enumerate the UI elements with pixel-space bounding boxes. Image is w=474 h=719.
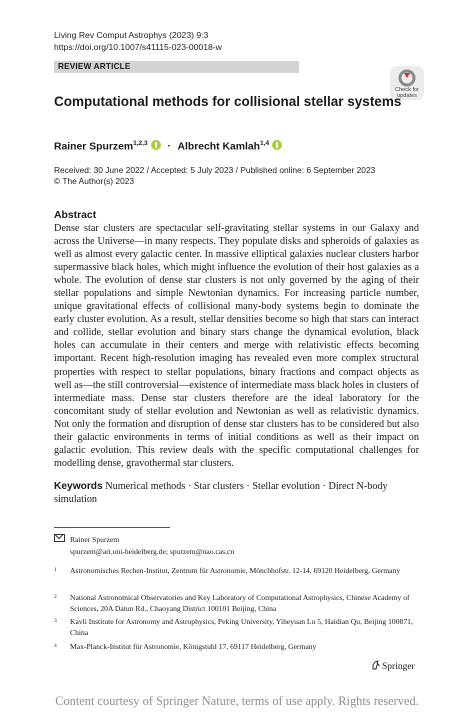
author-name[interactable]: Albrecht Kamlah <box>177 141 261 153</box>
footnote-divider <box>54 527 170 528</box>
copyright-line: © The Author(s) 2023 <box>54 176 135 186</box>
journal-citation: Living Rev Comput Astrophys (2023) 9:3 <box>54 30 209 40</box>
springer-horse-icon <box>371 660 380 670</box>
corresponding-author-name: Rainer Spurzem <box>70 535 120 544</box>
orcid-icon[interactable] <box>151 140 161 150</box>
keywords <box>54 480 419 506</box>
publisher-name: Springer <box>382 662 415 672</box>
check-for-updates-icon <box>397 69 417 87</box>
envelope-icon <box>54 534 65 542</box>
affiliation-text: Astronomisches Rechen-Institut, Zentrum für Astronomie, Mönchhofstr. 12-14, 69120 Heidelberg, Germany <box>70 566 401 575</box>
author-name[interactable]: Rainer Spurzem <box>54 141 134 153</box>
author-affiliation-marks: 1,4 <box>260 140 270 147</box>
affiliation-number: 2 <box>54 594 57 600</box>
journal-citation-block <box>54 29 222 53</box>
article-type-label: REVIEW ARTICLE <box>58 62 131 71</box>
corresponding-author <box>54 534 235 556</box>
affiliation-number: 3 <box>54 618 57 624</box>
affiliation-text: Kavli Institute for Astronomy and Astrophysics, Peking University, Yiheyuan Lu 5, Haidian Qu, Beijing 100871, China <box>70 617 413 637</box>
affiliation-number: 4 <box>54 643 57 649</box>
courtesy-watermark: Content courtesy of Springer Nature, terms of use apply. Rights reserved. <box>55 694 419 708</box>
affiliation-number: 1 <box>54 567 57 573</box>
author-list <box>54 137 282 154</box>
keywords-label: Keywords <box>54 481 103 492</box>
history-dates: Received: 30 June 2022 / Accepted: 5 July 2023 / Published online: 6 September 2023 <box>54 165 376 175</box>
author-separator: · <box>167 141 171 153</box>
abstract-text: Dense star clusters are spectacular self-gravitating stellar systems in our Galaxy and across the Universe—in many respects. They populate disks and spheroids of galaxies as well as almost every galactic center. In massive elliptical galaxies nuclear clusters harbor supermassive black holes, which might influence the evolution of their host galaxies as a whole. The evolution of dense star clusters is not only governed by the aging of their stellar populations and simple Newtonian dynamics. For increasing particle number, unique gravitational effects of collisional many-body systems begin to dominate the early cluster evolution. As a result, stellar densities become so high that stars can interact and collide, stellar evolution and binary stars change the dynamical evolution, black holes can accumulate in their centers and merge with relativistic effects becoming important. Recent high-resolution imaging has revealed even more complex structural properties with respect to stellar populations, binary fractions and compact objects as well as—the still controversial—existence of intermediate mass black holes in clusters of intermediate mass. Dense star clusters therefore are the ideal laboratory for the concomitant study of stellar evolution and Newtonian as well as relativistic dynamics. Not only the formation and disruption of dense star clusters has to be considered but also their galactic environments in terms of initial conditions as well as their impact on galactic evolution. This review deals with the specific computational challenges for modelling dense, gravothermal star clusters. <box>54 223 419 469</box>
corresponding-author-emails[interactable]: spurzem@ari.uni-heidelberg.de; spurzem@nao.cas.cn <box>70 547 235 556</box>
publication-dates <box>54 165 375 187</box>
abstract-heading: Abstract <box>54 210 97 221</box>
author-affiliation-marks: 1,2,3 <box>133 140 148 147</box>
check-for-updates-label: Check for updates <box>395 87 419 99</box>
orcid-icon[interactable] <box>272 140 282 150</box>
publisher-logo <box>371 660 415 673</box>
affiliation-text: Max-Planck-Institut für Astronomie, Königstuhl 17, 69117 Heidelberg, Germany <box>70 642 317 651</box>
affiliation-text: National Astronomical Observatories and Key Laboratory of Computational Astrophysics, Chinese Academy of Sciences, 20A Datun Rd., Chaoyang District 100101 Beijing, China <box>70 593 410 613</box>
doi-link[interactable]: https://doi.org/10.1007/s41115-023-00018-w <box>54 42 222 52</box>
article-title: Computational methods for collisional stellar systems <box>54 94 402 109</box>
keywords-list: Numerical methods · Star clusters · Stellar evolution · Direct N-body simulation <box>54 481 388 505</box>
